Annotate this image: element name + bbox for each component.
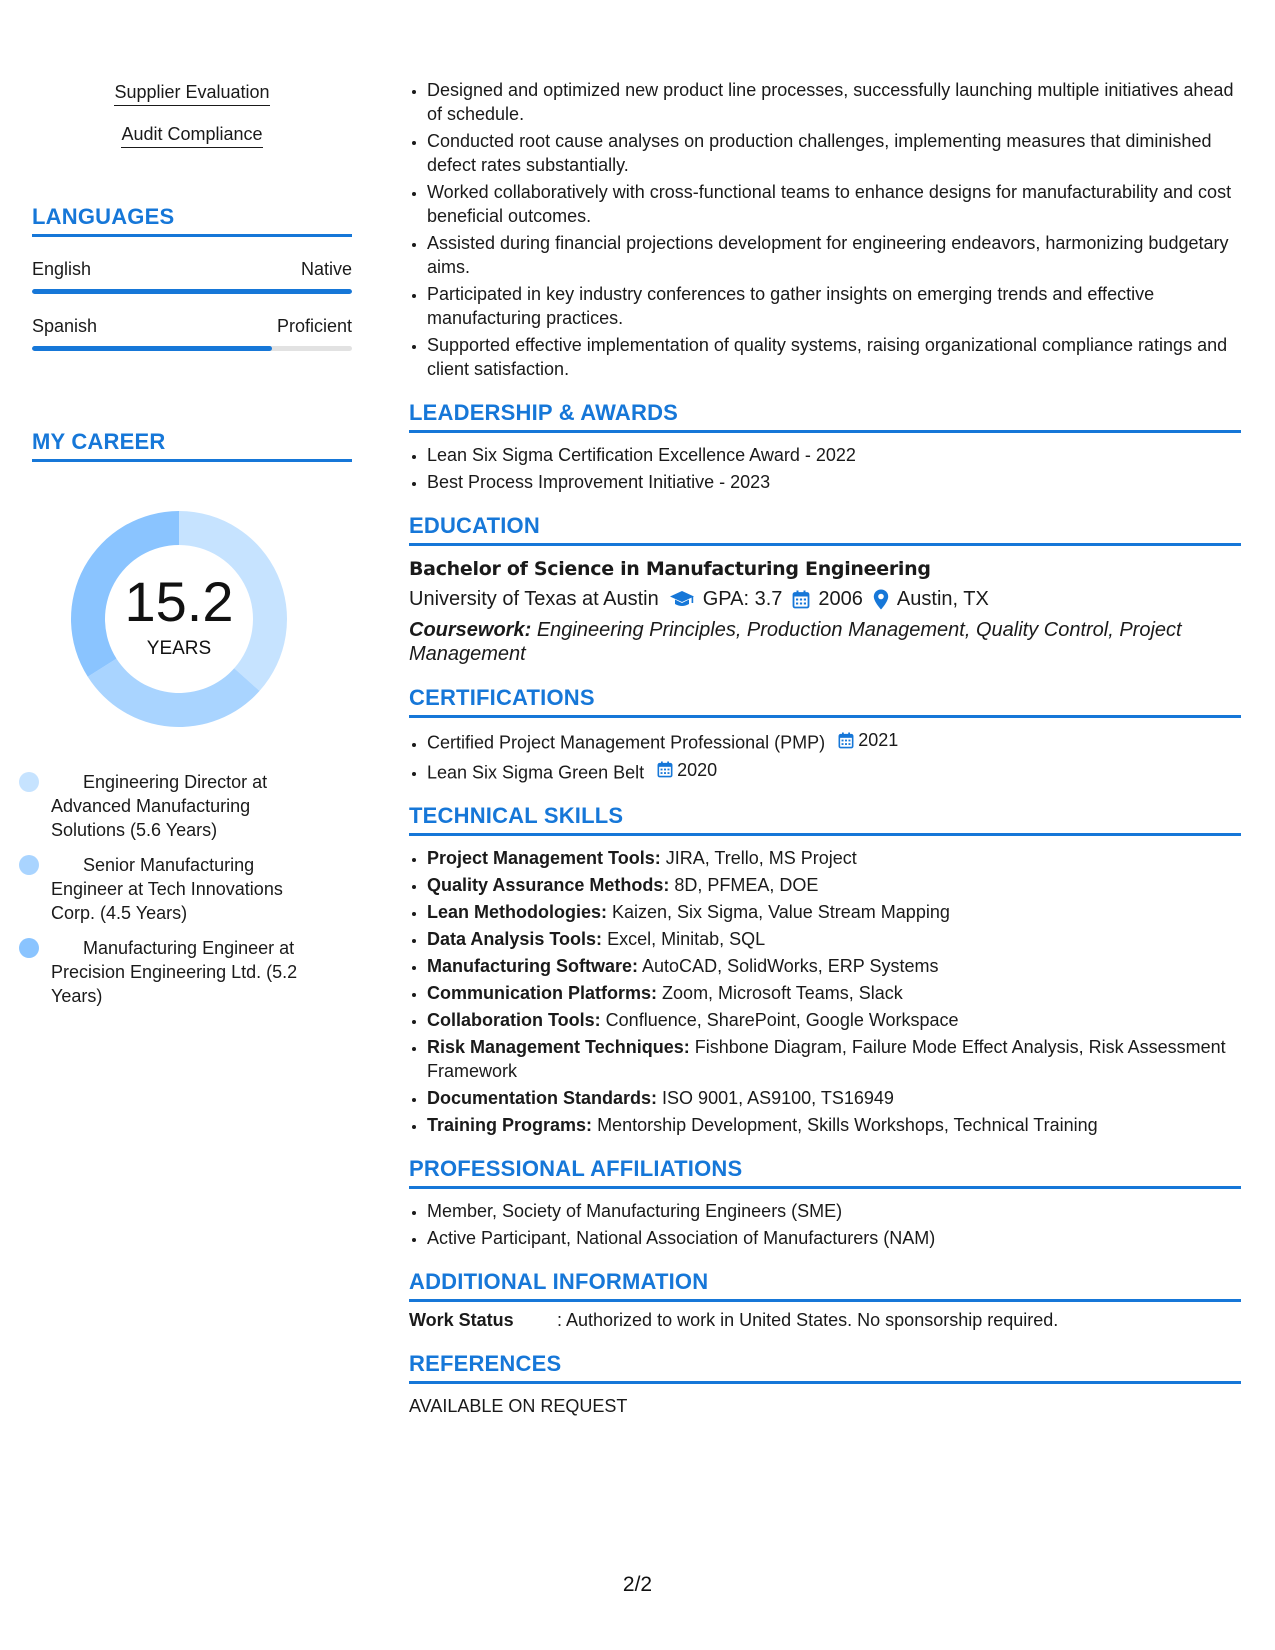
references-section <box>409 1351 1241 1418</box>
career-role <box>51 853 326 925</box>
coursework-list: Engineering Principles, Production Management, Quality Control, Project Management <box>409 619 1182 665</box>
skill-item <box>427 1086 1241 1110</box>
coursework <box>409 618 1241 666</box>
language-row <box>32 316 352 351</box>
award-item: • Lean Six Sigma Certification Excellence Award - 2022 <box>427 443 1241 467</box>
education-details <box>409 584 1241 614</box>
skill-item <box>427 873 1241 897</box>
career-donut <box>64 504 294 734</box>
languages-section <box>32 204 352 351</box>
language-bar <box>32 289 352 294</box>
career-role-text: Engineering Director at Advanced Manufacturing Solutions (5.6 Years) <box>51 772 268 840</box>
skill-item <box>427 1113 1241 1137</box>
legend-dot <box>19 855 39 875</box>
sidebar <box>32 82 352 1019</box>
language-bar-fill <box>32 346 272 351</box>
skill-tag: Audit Compliance <box>121 124 262 148</box>
language-row <box>32 259 352 294</box>
experience-bullet: • Supported effective implementation of quality systems, raising organizational compliance ratings and client satisfaction. <box>427 333 1241 381</box>
skill-value: 8D, PFMEA, DOE <box>674 875 819 895</box>
experience-bullets <box>409 78 1241 381</box>
leadership-section <box>409 400 1241 494</box>
education-section <box>409 513 1241 666</box>
skill-value: Excel, Minitab, SQL <box>607 929 766 949</box>
skill-item <box>427 927 1241 951</box>
skill-label: Data Analysis Tools: <box>427 929 603 949</box>
graduation-cap-icon <box>669 590 695 608</box>
skill-value: Kaizen, Six Sigma, Value Stream Mapping <box>612 902 950 922</box>
career-total-unit: YEARS <box>146 638 212 659</box>
skill-value: ISO 9001, AS9100, TS16949 <box>662 1088 894 1108</box>
skill-label: Manufacturing Software: <box>427 956 639 976</box>
language-level: Native <box>300 259 352 279</box>
work-status-row <box>409 1308 1241 1332</box>
graduation-year: 2006 <box>818 588 863 610</box>
skill-item <box>427 900 1241 924</box>
skill-value: JIRA, Trello, MS Project <box>665 848 857 868</box>
page-number: 2/2 <box>622 1573 653 1596</box>
career-role-text: Senior Manufacturing Engineer at Tech Innovations Corp. (4.5 Years) <box>51 855 283 923</box>
language-name: Spanish <box>32 316 98 336</box>
legend-dot <box>19 772 39 792</box>
coursework-label: Coursework: <box>409 619 532 641</box>
affiliation-item: • Member, Society of Manufacturing Engineers (SME) <box>427 1199 1241 1223</box>
experience-bullet: • Designed and optimized new product line processes, successfully launching multiple initiatives ahead of schedule. <box>427 78 1241 126</box>
work-status-value: : Authorized to work in United States. No sponsorship required. <box>557 1310 1059 1330</box>
career-section <box>32 429 352 1008</box>
skill-label: Quality Assurance Methods: <box>427 875 670 895</box>
additional-info-section <box>409 1269 1241 1332</box>
language-bar-fill <box>32 289 352 294</box>
legend-dot <box>19 938 39 958</box>
calendar-icon <box>792 590 810 609</box>
experience-bullet: • Conducted root cause analyses on production challenges, implementing measures that diminished defect rates substantially. <box>427 129 1241 177</box>
skill-label: Lean Methodologies: <box>427 902 607 922</box>
career-role-text: Manufacturing Engineer at Precision Engineering Ltd. (5.2 Years) <box>51 938 298 1006</box>
certification-name: Lean Six Sigma Green Belt <box>427 762 645 782</box>
skill-item <box>427 1035 1241 1083</box>
skill-value: AutoCAD, SolidWorks, ERP Systems <box>642 956 939 976</box>
career-role <box>51 936 326 1008</box>
skill-item <box>427 954 1241 978</box>
additional-info-title: ADDITIONAL INFORMATION <box>409 1269 1241 1302</box>
leadership-title: LEADERSHIP & AWARDS <box>409 400 1241 433</box>
main-content <box>409 78 1241 1418</box>
school-name: University of Texas at Austin <box>409 588 659 610</box>
skill-label: Risk Management Techniques: <box>427 1037 690 1057</box>
degree-title: Bachelor of Science in Manufacturing Engineering <box>409 558 931 580</box>
language-level: Proficient <box>276 316 352 336</box>
languages-title: LANGUAGES <box>32 204 352 237</box>
certifications-title: CERTIFICATIONS <box>409 685 1241 718</box>
school-location: Austin, TX <box>896 588 989 610</box>
skill-label: Documentation Standards: <box>427 1088 658 1108</box>
language-name: English <box>32 259 92 279</box>
technical-skills-section <box>409 803 1241 1137</box>
technical-skills-title: TECHNICAL SKILLS <box>409 803 1241 836</box>
location-pin-icon <box>873 589 889 610</box>
experience-bullet: • Participated in key industry conferences to gather insights on emerging trends and effective manufacturing practices. <box>427 282 1241 330</box>
skill-tags <box>32 82 352 166</box>
work-status-label: Work Status <box>409 1310 514 1330</box>
skill-label: Communication Platforms: <box>427 983 658 1003</box>
certification-item <box>427 758 1241 785</box>
references-text: AVAILABLE ON REQUEST <box>409 1396 628 1416</box>
skill-value: Zoom, Microsoft Teams, Slack <box>662 983 903 1003</box>
certification-year: 2021 <box>858 730 899 750</box>
experience-bullet: • Worked collaboratively with cross-functional teams to enhance designs for manufacturability and cost beneficial outcomes. <box>427 180 1241 228</box>
affiliations-section <box>409 1156 1241 1250</box>
experience-bullet: • Assisted during financial projections development for engineering endeavors, harmonizing budgetary aims. <box>427 231 1241 279</box>
certification-item <box>427 728 1241 755</box>
skill-item <box>427 1008 1241 1032</box>
language-bar <box>32 346 352 351</box>
skill-item <box>427 846 1241 870</box>
gpa: GPA: 3.7 <box>702 588 783 610</box>
skill-value: Mentorship Development, Skills Workshops, Technical Training <box>597 1115 1098 1135</box>
career-role <box>51 770 326 842</box>
career-total-years: 15.2 <box>124 570 234 633</box>
skill-label: Collaboration Tools: <box>427 1010 601 1030</box>
references-title: REFERENCES <box>409 1351 1241 1384</box>
skill-tag: Supplier Evaluation <box>114 82 269 106</box>
certifications-section <box>409 685 1241 784</box>
affiliation-item: • Active Participant, National Association of Manufacturers (NAM) <box>427 1226 1241 1250</box>
skill-value: Fishbone Diagram, Failure Mode Effect Analysis, Risk Assessment Framework <box>427 1037 1226 1081</box>
calendar-icon <box>838 732 854 749</box>
career-roles <box>32 770 326 1008</box>
certification-name: Certified Project Management Professional (PMP) <box>427 732 826 753</box>
calendar-icon <box>657 761 673 778</box>
skill-value: Confluence, SharePoint, Google Workspace <box>605 1010 959 1030</box>
skill-item <box>427 981 1241 1005</box>
award-item: • Best Process Improvement Initiative - 2023 <box>427 470 1241 494</box>
education-title: EDUCATION <box>409 513 1241 546</box>
affiliations-title: PROFESSIONAL AFFILIATIONS <box>409 1156 1241 1189</box>
skill-label: Training Programs: <box>427 1115 593 1135</box>
career-title: MY CAREER <box>32 429 352 462</box>
certification-year: 2020 <box>677 759 718 780</box>
skill-label: Project Management Tools: <box>427 848 661 868</box>
